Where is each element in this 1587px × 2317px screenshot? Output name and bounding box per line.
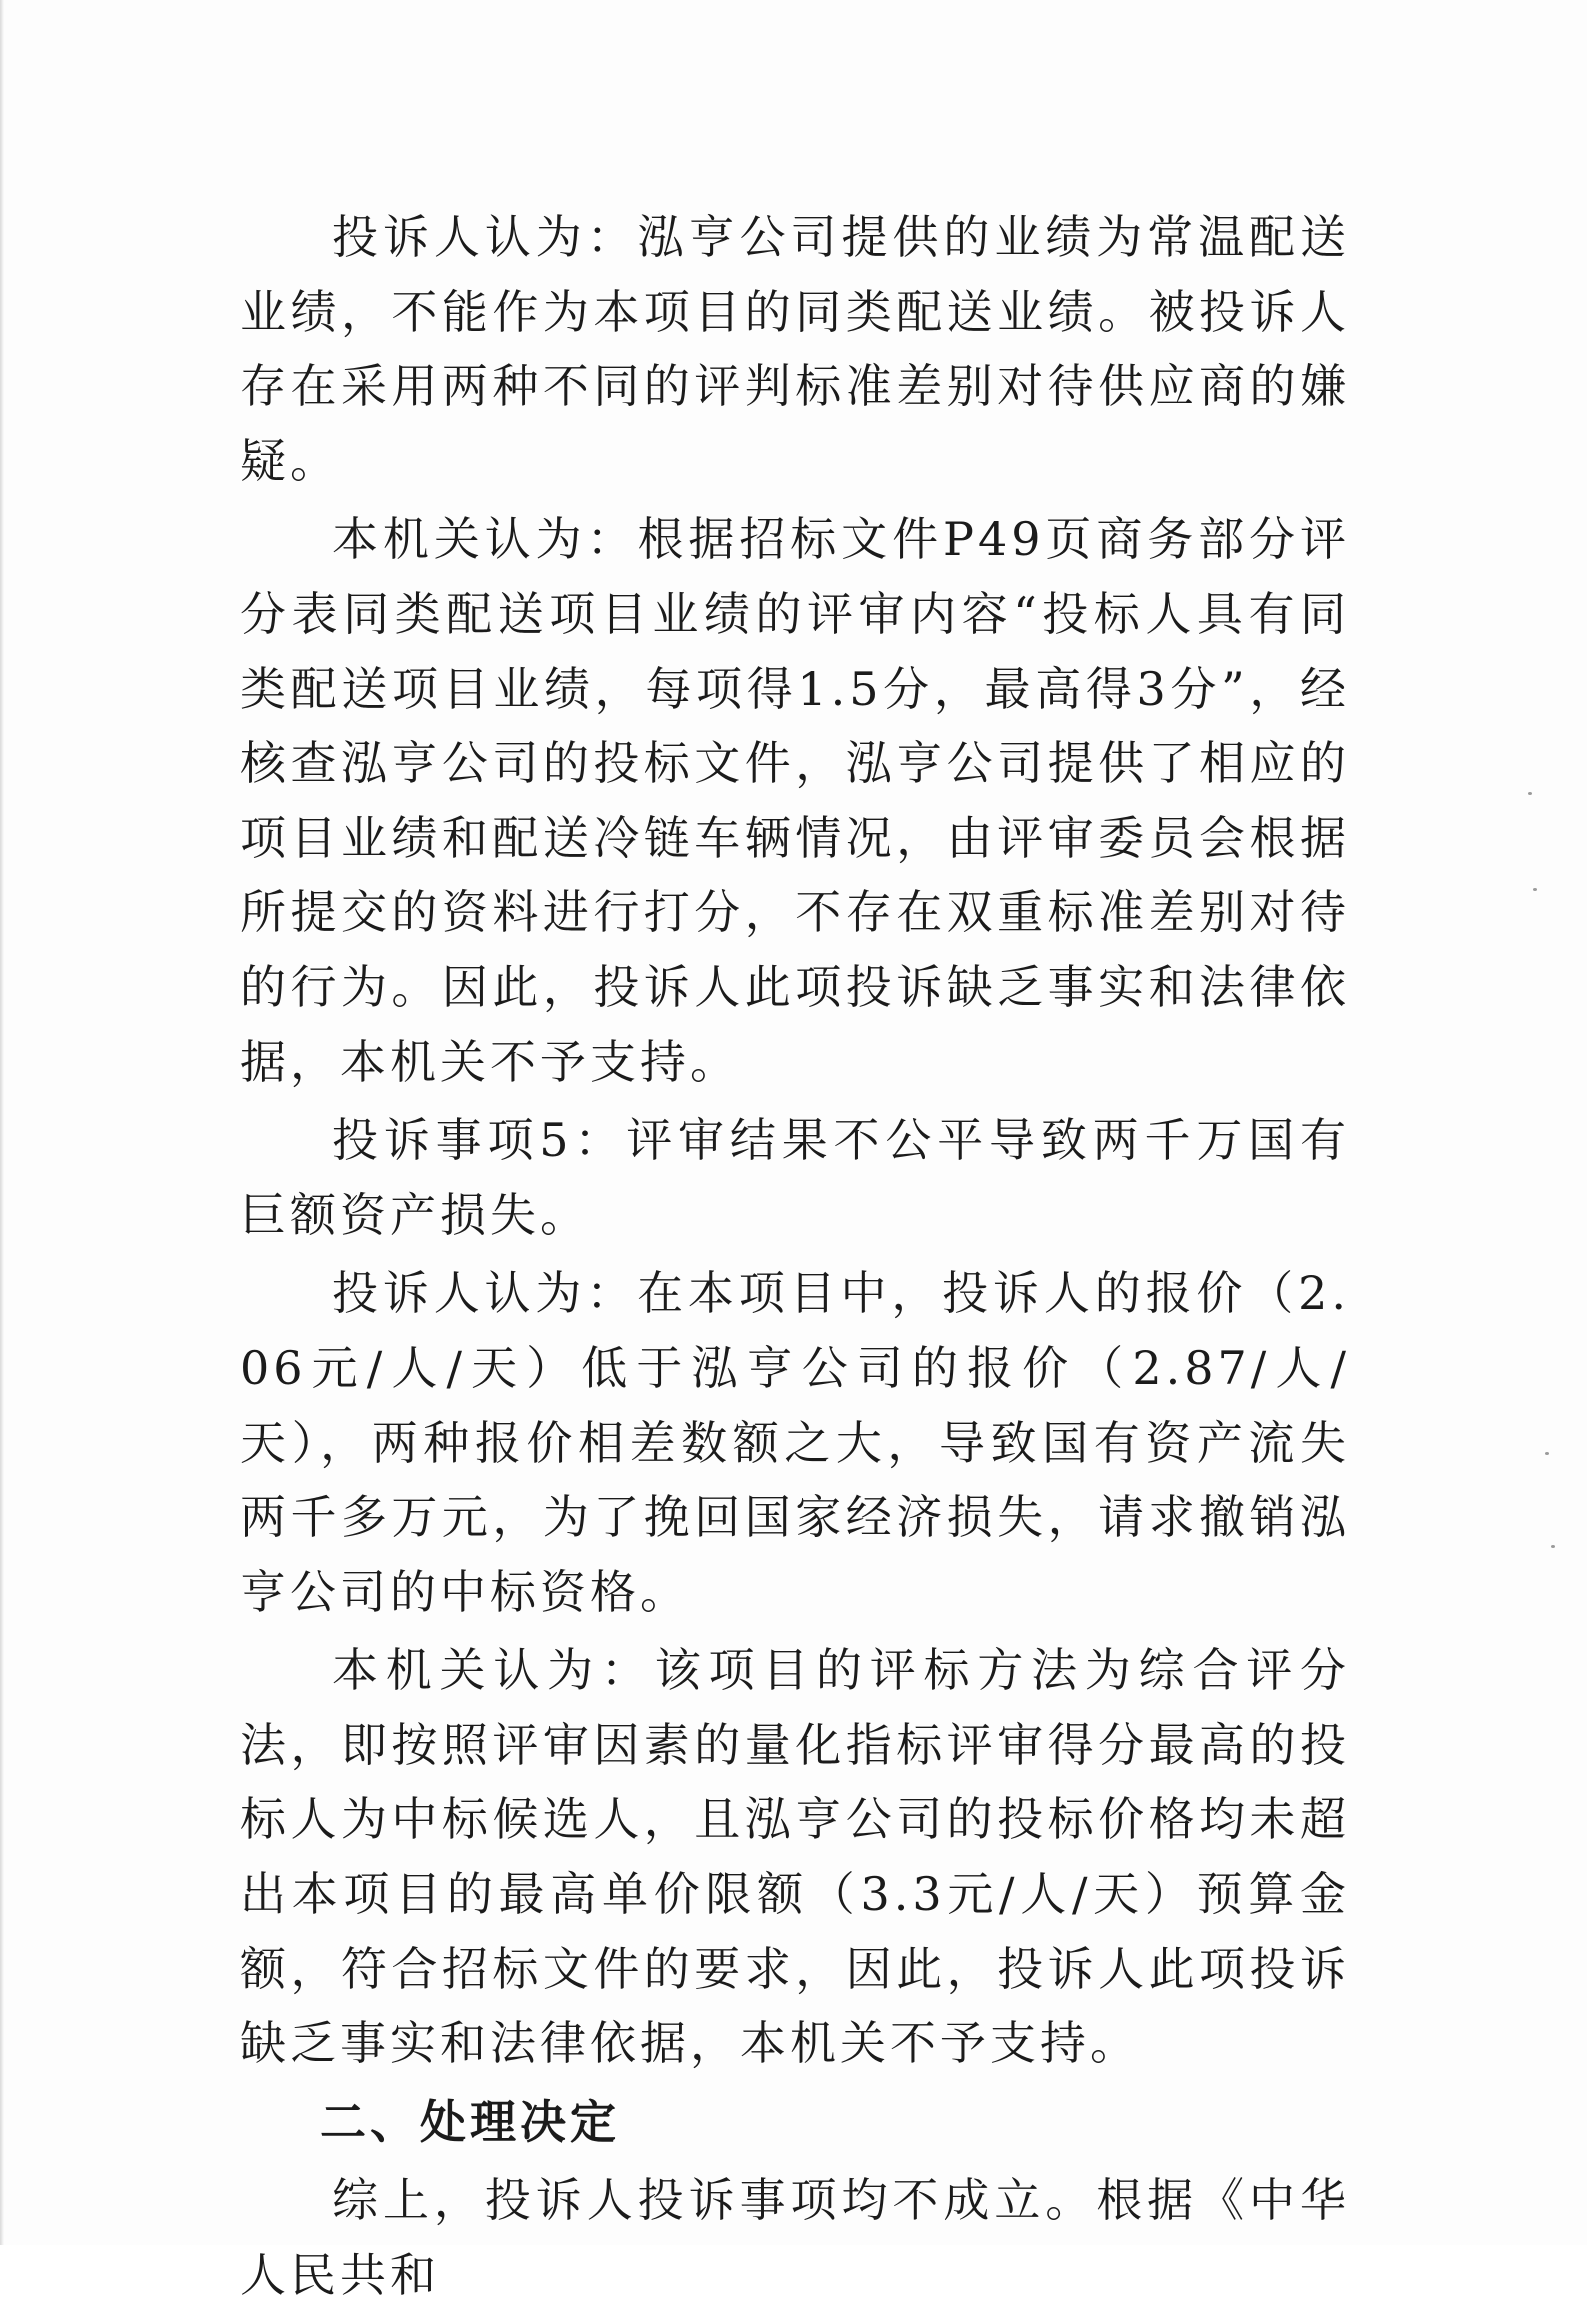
scan-speck <box>1533 888 1537 891</box>
scan-speck <box>1545 1452 1549 1455</box>
scan-speck <box>1551 1545 1555 1548</box>
paragraph-authority-view-1: 本机关认为：根据招标文件P49页商务部分评分表同类配送项目业绩的评审内容“投标人具有同类配送项目业绩，每项得1.5分，最高得3分”，经核查泓亨公司的投标文件，泓亨公司提供了相应的项目业绩和配送冷链车辆情况，由评审委员会根据所提交的资料进行打分，不存在双重标准差别对待的行为。因此，投诉人此项投诉缺乏事实和法律依据，本机关不予支持。 <box>240 512 1350 1089</box>
document-body <box>240 200 1350 2317</box>
section-heading-decision: 二、处理决定 <box>320 2094 620 2149</box>
paragraph-conclusion: 综上，投诉人投诉事项均不成立。根据《中华人民共和 <box>240 2173 1350 2303</box>
paragraph-complainant-view-2: 投诉人认为：在本项目中，投诉人的报价（2.06元/人/天）低于泓亨公司的报价（2.87/人/天），两种报价相差数额之大，导致国有资产流失两千多万元，为了挽回国家经济损失，请求撤销泓亨公司的中标资格。 <box>240 1266 1350 1619</box>
paragraph-complaint-item-5: 投诉事项5：评审结果不公平导致两千万国有巨额资产损失。 <box>240 1113 1350 1242</box>
paragraph-authority-view-2: 本机关认为：该项目的评标方法为综合评分法，即按照评审因素的量化指标评审得分最高的投标人为中标候选人，且泓亨公司的投标价格均未超出本项目的最高单价限额（3.3元/人/天）预算金额，符合招标文件的要求，因此，投诉人此项投诉缺乏事实和法律依据，本机关不予支持。 <box>240 1643 1350 2071</box>
paragraph-complainant-view-1: 投诉人认为：泓亨公司提供的业绩为常温配送业绩，不能作为本项目的同类配送业绩。被投诉人存在采用两种不同的评判标准差别对待供应商的嫌疑。 <box>240 210 1350 488</box>
scan-speck <box>1528 792 1532 795</box>
scan-edge-shadow <box>0 0 4 2245</box>
